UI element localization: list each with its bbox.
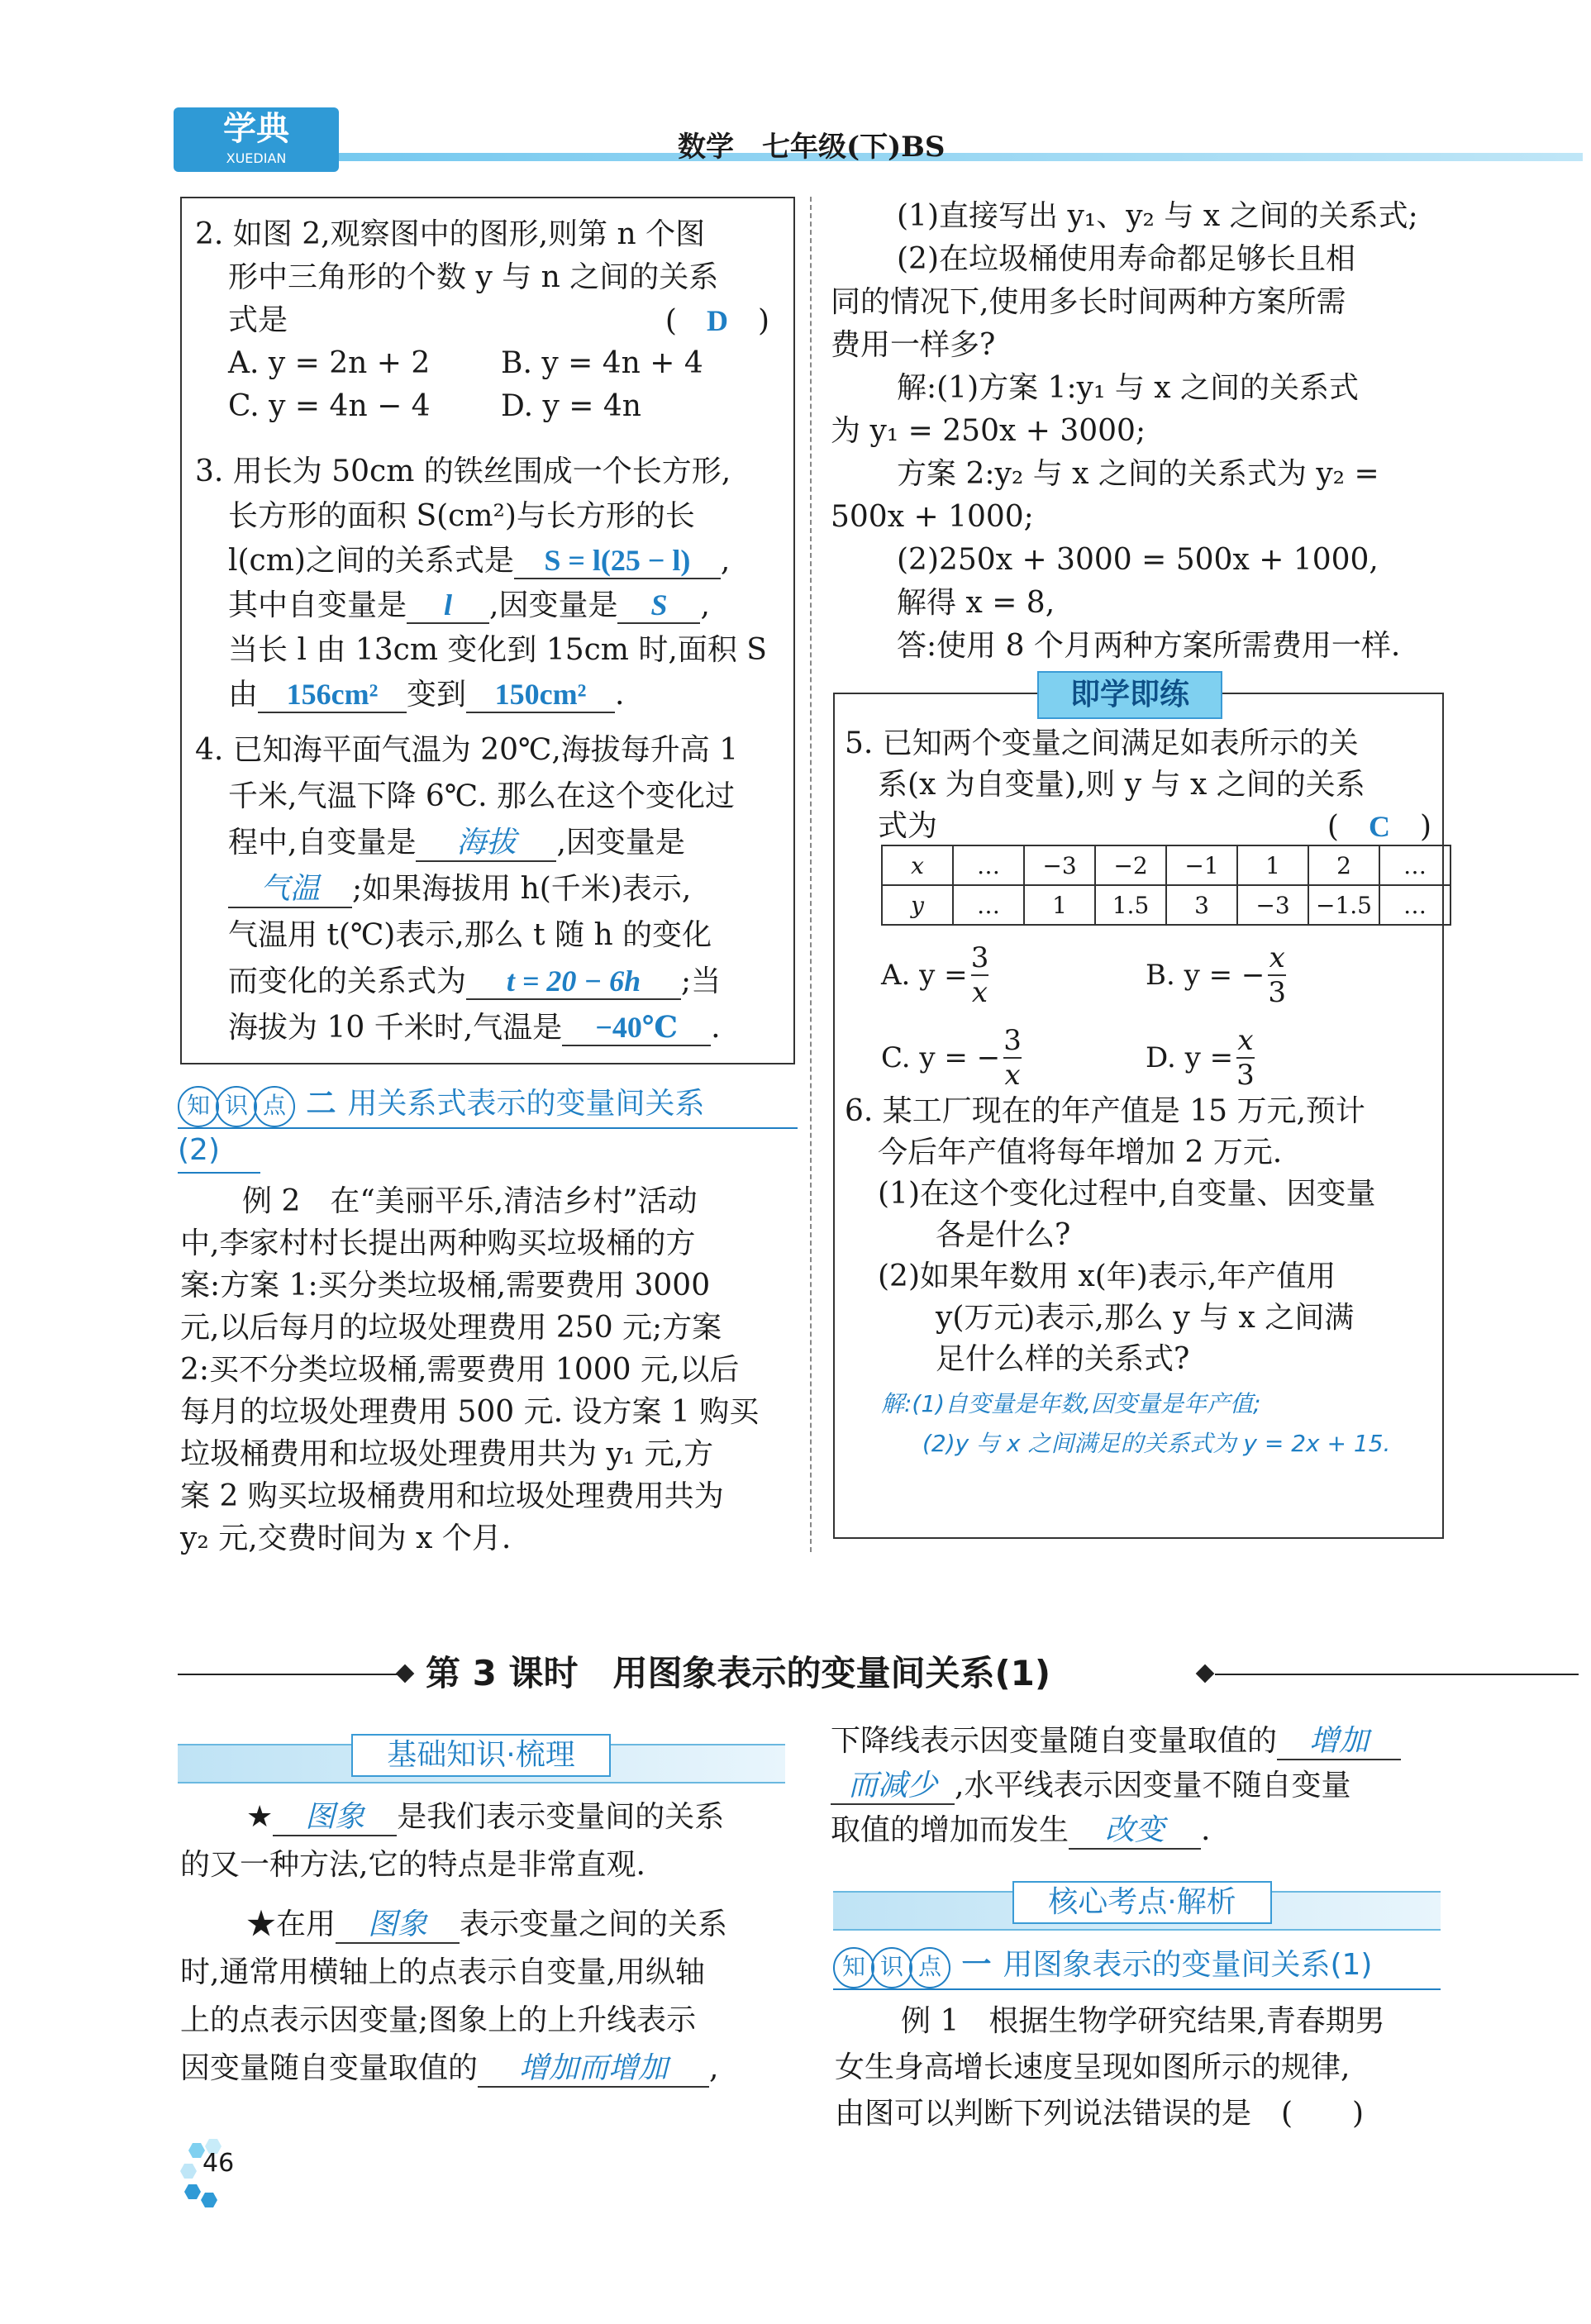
basic-text: ★在用 [246,1907,336,1941]
q3-area-to: 150cm² [466,677,615,713]
rb-line-2 [831,1764,1579,1808]
table-cell: … [953,885,1024,925]
example-2-line: 2:买不分类垃圾桶,需要费用 1000 元,以后 [180,1353,740,1387]
lesson-title-rule-right [1215,1674,1579,1675]
q2-option-b: B. y = 4n + 4 [501,346,703,380]
example-2-questions-solution [831,195,1579,668]
q2-line: 2. 如图 2,观察图中的图形,则第 n 个图 [195,217,706,251]
q4-text: ;当 [681,964,722,998]
diamond-icon [1196,1664,1215,1683]
table-cell: −2 [1095,845,1166,885]
table-cell: 2 [1308,845,1379,885]
basic-p2-line-1 [180,1901,792,1949]
q5-options-row-2 [881,1017,1410,1099]
numerator: x [1269,941,1285,974]
q3-independent-answer: l [407,588,489,624]
q4-text: ;如果海拔用 h(千米)表示, [352,872,692,906]
q4-text: . [711,1011,721,1045]
solution-line: 方案 2:y₂ 与 x 之间的关系式为 y₂ = [897,457,1379,491]
q5 [845,723,1431,847]
q4-line: 4. 已知海平面气温为 20℃,海拔每升高 1 [195,733,739,767]
basic-p1-answer: 图象 [273,1800,397,1836]
solution-line: 解:(1)方案 1:y₁ 与 x 之间的关系式 [897,371,1360,405]
basic-p2-answer: 图象 [336,1907,460,1944]
kp2-line-1 [178,1083,798,1129]
kp2-title: 用关系式表示的变量间关系 [347,1087,705,1121]
q4-temperature-answer: −40℃ [562,1010,711,1046]
rb-line-1 [831,1719,1579,1764]
basic-text-line: 的又一种方法,它的特点是非常直观. [180,1848,645,1882]
example-2-line: 垃圾桶费用和垃圾处理费用共为 y₁ 元,方 [180,1437,714,1471]
q2-options-row-1 [195,342,786,385]
q6-line: y(万元)表示,那么 y 与 x 之间满 [936,1301,1355,1335]
q4-dependent-answer: 气温 [228,872,352,908]
diamond-icon [396,1664,415,1683]
rb-text: 取值的增加而发生 [831,1813,1069,1847]
denominator: 3 [1268,976,1287,1009]
q5-line-3 [845,806,1431,847]
subject-title: 数学 七年级(下)BS [678,131,946,164]
fraction [1003,1024,1022,1092]
q5-table-row-y [882,885,1450,925]
q3-line: 长方形的面积 S(cm²)与长方形的长 [228,499,695,533]
numerator: 3 [1003,1024,1022,1057]
rb-answer-1: 增加 [1277,1724,1401,1760]
q3-relation-answer: S = l(25 − l) [514,543,721,579]
kp2-title-continued: (2) [178,1129,260,1174]
basic-p2-line-4 [180,2045,792,2093]
q2-option-c: C. y = 4n − 4 [228,389,431,423]
q2-options-row-2 [195,385,786,428]
example-2 [180,1180,792,1560]
q3-text: 变到 [407,678,467,712]
q4-independent-answer: 海拔 [416,826,556,862]
denominator: 3 [1236,1059,1255,1092]
q5-line: 5. 已知两个变量之间满足如表所示的关 [845,726,1359,760]
basic-text-line: 时,通常用横轴上的点表示自变量,用纵轴 [180,1955,705,1989]
q3-text: 其中自变量是 [228,588,407,622]
basic-text: 是我们表示变量间的关系 [397,1800,725,1834]
q6-line: (1)在这个变化过程中,自变量、因变量 [878,1177,1376,1211]
q3-text: 由 [228,678,259,712]
example-2-line: 案 2 购买垃圾桶费用和垃圾处理费用共为 [180,1479,724,1513]
q3 [195,450,786,717]
table-cell: −3 [1024,845,1095,885]
q5-line: 系(x 为自变量),则 y 与 x 之间的关系 [878,768,1365,802]
example-2-line: 案:方案 1:买分类垃圾桶,需要费用 3000 [180,1269,711,1302]
example-1-line: 例 1 根据生物学研究结果,青春期男 [901,2004,1385,2038]
denominator: x [971,976,988,1009]
q6-solution-line: (2)y 与 x 之间满足的关系式为 y = 2x + 15. [922,1430,1391,1457]
rb-text: ,水平线表示因变量不随自变量 [955,1769,1351,1803]
column-divider [810,197,812,1552]
q3-line-6 [195,673,786,717]
kp1-number: 一 [961,1948,992,1982]
basic-p2-line4-answer: 增加而增加 [478,2051,709,2088]
q6-line: 各是什么? [936,1218,1071,1252]
solution-line: (1)直接写出 y₁、y₂ 与 x 之间的关系式; [897,199,1418,233]
basic-p1-line-1 [180,1793,792,1841]
q4-text: 而变化的关系式为 [228,964,467,998]
q5-option-c [881,1024,1146,1092]
q4-line-3 [195,820,786,866]
option-text: B. y = − [1146,959,1265,992]
q6-line: 足什么样的关系式? [936,1342,1190,1376]
rb-answer-3: 改变 [1069,1813,1201,1850]
q3-text: l(cm)之间的关系式是 [228,544,514,578]
kp-circle: 点 [254,1086,295,1127]
logo-text: 学典 [223,110,289,148]
table-cell: 1 [1024,885,1095,925]
right-bottom-text [831,1719,1579,1853]
practice-title: 即学即练 [1037,671,1222,719]
option-text: C. y = − [881,1041,1001,1074]
q3-line: 3. 用长为 50cm 的铁丝围成一个长方形, [195,455,731,488]
q5-options [881,934,1410,1099]
star-icon: ★ [246,1800,274,1834]
q4-line: 千米,气温下降 6℃. 那么在这个变化过 [228,779,735,813]
page-number: 46 [202,2149,235,2178]
q4-relation-answer: t = 20 − 6h [466,964,681,1000]
q4-text: ,因变量是 [556,826,685,860]
basic-text-line: 上的点表示因变量;图象上的上升线表示 [180,2003,697,2037]
table-cell: 1 [1237,845,1308,885]
option-text: D. y = [1146,1041,1234,1074]
kp-circle: 识 [871,1947,912,1988]
kp1-title: 用图象表示的变量间关系(1) [1003,1948,1373,1982]
example-2-line: 例 2 在“美丽平乐,清洁乡村”活动 [242,1184,698,1218]
q5-option-a [881,941,1146,1009]
q3-text: ,因变量是 [489,588,618,622]
table-cell: −1 [1166,845,1237,885]
q2-line: 式是 [228,303,288,337]
logo-sub: XUEDIAN [226,150,287,166]
table-cell: −1.5 [1308,885,1379,925]
q4 [195,727,786,1051]
q2-line: 形中三角形的个数 y 与 n 之间的关系 [228,260,719,294]
q3-text: . [615,678,625,712]
example-2-line: y₂ 元,交费时间为 x 个月. [180,1522,512,1555]
fraction [971,941,989,1009]
solution-line: 答:使用 8 个月两种方案所需费用一样. [897,629,1401,663]
q6 [845,1091,1436,1380]
q3-line: 当长 l 由 13cm 变化到 15cm 时,面积 S [228,633,767,667]
solution-line: 同的情况下,使用多长时间两种方案所需 [831,285,1346,319]
q6-solution [881,1384,1390,1464]
table-cell: x [882,845,953,885]
q5-value-table [881,845,1451,926]
solution-line: 500x + 1000; [831,500,1034,534]
q6-solution-line: 解:(1)自变量是年数,因变量是年产值; [881,1390,1261,1417]
example-1-line: 由图可以判断下列说法错误的是 ( ) [835,2097,1365,2131]
option-text: A. y = [881,959,968,992]
q5-table-row-x [882,845,1450,885]
core-analysis-label: 核心考点·解析 [1012,1881,1272,1924]
table-cell: −3 [1237,885,1308,925]
q2-option-d: D. y = 4n [501,389,641,423]
lesson-title-rule-left [178,1674,401,1675]
table-cell: … [1379,845,1450,885]
q5-answer: C [1368,810,1390,843]
kp-circle: 点 [909,1947,950,1988]
knowledge-point-2-heading [178,1083,798,1174]
knowledge-point-1-heading [833,1944,1441,1990]
q3-text: , [720,544,731,578]
rb-text: 下降线表示因变量随自变量取值的 [831,1724,1278,1758]
kp-circle: 识 [216,1086,257,1127]
numerator: x [1237,1024,1254,1057]
kp2-number: 二 [306,1087,336,1121]
q3-dependent-answer: S [617,588,700,624]
q6-line: 今后年产值将每年增加 2 万元. [878,1136,1283,1169]
solution-line: 费用一样多? [831,328,996,362]
q4-line-6 [195,959,786,1005]
rb-answer-2: 而减少 [831,1769,955,1805]
q2-line-3 [195,299,786,342]
q2-answer-bracket: ( D ) [665,304,769,338]
basic-knowledge-text [180,1793,792,2093]
example-1 [835,1998,1579,2137]
kp-circle: 知 [178,1086,219,1127]
example-2-line: 中,李家村村长提出两种购买垃圾桶的方 [180,1226,696,1260]
solution-line: 为 y₁ = 250x + 3000; [831,414,1146,448]
solution-line: 解得 x = 8, [897,586,1055,620]
solution-line: (2)在垃圾桶使用寿命都足够长且相 [897,242,1355,276]
q4-line-7 [195,1005,786,1051]
basic-knowledge-label: 基础知识·梳理 [351,1734,611,1777]
q5-options-row-1 [881,934,1410,1017]
q3-area-from: 156cm² [258,677,407,713]
denominator: x [1004,1059,1021,1092]
table-cell: 1.5 [1095,885,1166,925]
table-cell: 3 [1166,885,1237,925]
q4-text: 海拔为 10 千米时,气温是 [228,1011,563,1045]
q3-text: , [700,588,710,622]
logo [174,107,339,172]
q2 [195,213,786,428]
q6-line: 6. 某工厂现在的年产值是 15 万元,预计 [845,1094,1365,1128]
q5-option-d [1146,1024,1258,1092]
basic-text: , [709,2051,719,2085]
table-cell: … [953,845,1024,885]
table-cell: y [882,885,953,925]
example-2-line: 元,以后每月的垃圾处理费用 250 元;方案 [180,1311,722,1345]
q5-line: 式为 [878,809,938,843]
example-2-line: 每月的垃圾处理费用 500 元. 设方案 1 购买 [180,1395,760,1429]
q3-line-4 [195,583,786,628]
q5-answer-bracket: ( C ) [1327,810,1431,844]
q3-line-3 [195,539,786,583]
basic-text: 因变量随自变量取值的 [180,2051,479,2085]
lesson-title: 第 3 课时 用图象表示的变量间关系(1) [426,1653,1051,1693]
basic-text: 表示变量之间的关系 [460,1907,728,1941]
rb-line-3 [831,1808,1579,1853]
table-cell: … [1379,885,1450,925]
q5-option-b [1146,941,1289,1009]
q2-option-a: A. y = 2n + 2 [228,346,431,380]
q2-answer: D [706,304,728,337]
rb-text: . [1201,1813,1211,1847]
fraction [1268,941,1286,1009]
solution-line: (2)250x + 3000 = 500x + 1000, [897,543,1379,577]
q4-line-4 [195,866,786,912]
q6-line: (2)如果年数用 x(年)表示,年产值用 [878,1260,1336,1293]
q4-text: 程中,自变量是 [228,826,417,860]
fraction [1236,1024,1255,1092]
numerator: 3 [970,941,989,974]
example-1-line: 女生身高增长速度呈现如图所示的规律, [835,2050,1350,2084]
q4-line: 气温用 t(℃)表示,那么 t 随 h 的变化 [228,918,712,952]
kp-circle: 知 [833,1947,874,1988]
